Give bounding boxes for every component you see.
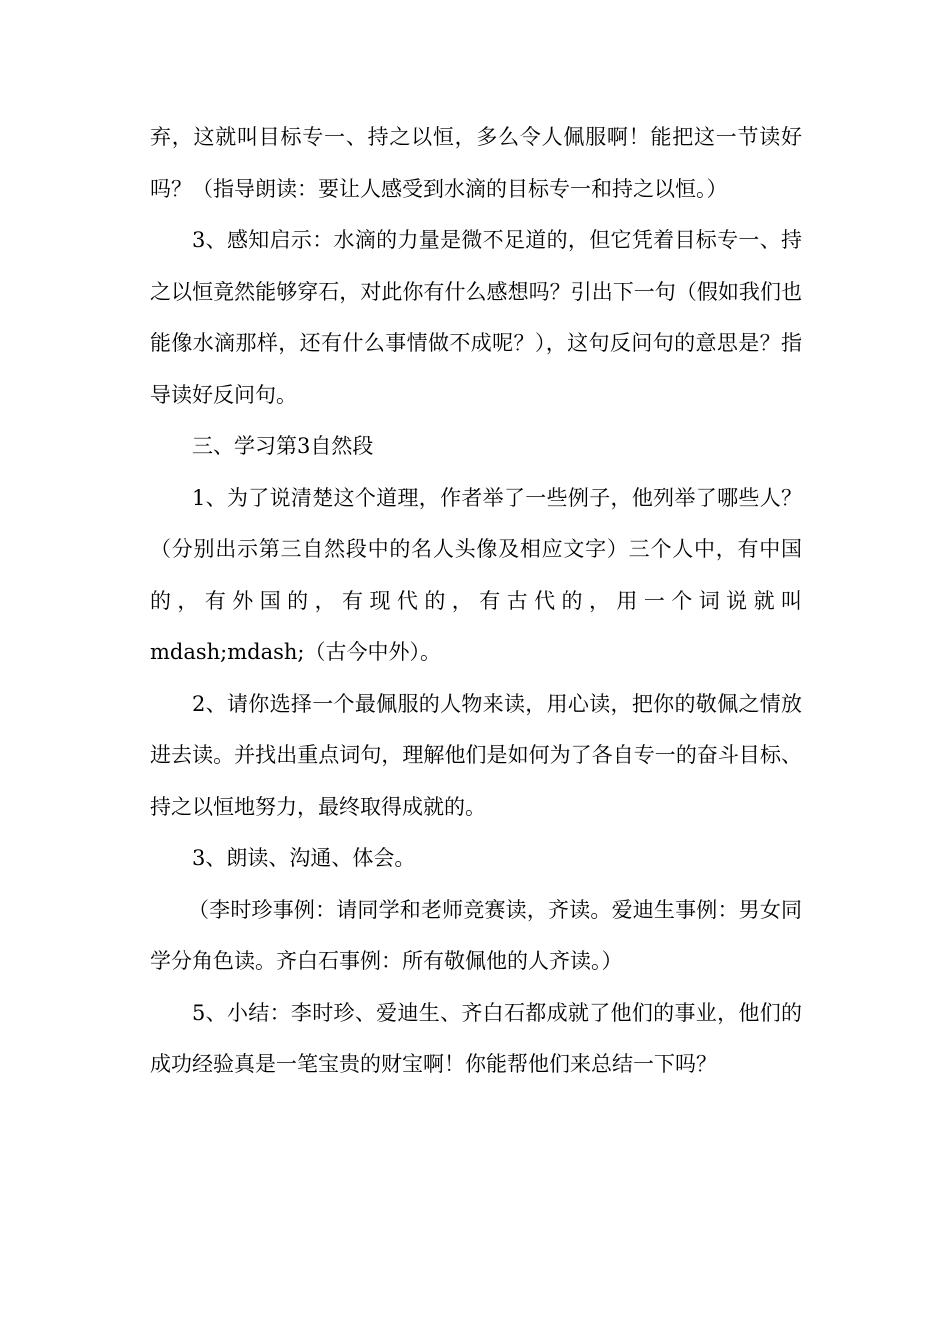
paragraph-examples-note: （李时珍事例：请同学和老师竞赛读，齐读。爱迪生事例：男女同学分角色读。齐白石事例：所有敬佩他的人齐读。）: [150, 897, 802, 973]
paragraph-step-5-summary: 5、小结：李时珍、爱迪生、齐白石都成就了他们的事业，他们的成功经验真是一笔宝贵的财宝啊！你能帮他们来总结一下吗？: [150, 1000, 802, 1076]
paragraph-step-1-examples: 1、为了说清楚这个道理，作者举了一些例子，他列举了哪些人？（分别出示第三自然段中的名人头像及相应文字）三个人中，有中国的，有外国的，有现代的，有古代的，用一个词说就叫mdash;mdash;（古今中外）。: [150, 485, 802, 664]
paragraph-step-2-reading: 2、请你选择一个最佩服的人物来读，用心读，把你的敬佩之情放进去读。并找出重点词句，理解他们是如何为了各自专一的奋斗目标、持之以恒地努力，最终取得成就的。: [150, 691, 802, 819]
paragraph-step-3-insight: 3、感知启示：水滴的力量是微不足道的，但它凭着目标专一、持之以恒竟然能够穿石，对此你有什么感想吗？引出下一句（假如我们也能像水滴那样，还有什么事情做不成呢？），这句反问句的意思是？指导读好反问句。: [150, 228, 802, 407]
paragraph-continuation: 弃，这就叫目标专一、持之以恒，多么令人佩服啊！能把这一节读好吗？（指导朗读：要让人感受到水滴的目标专一和持之以恒。）: [150, 125, 802, 201]
paragraph-step-3-discuss: 3、朗读、沟通、体会。: [192, 846, 416, 870]
section-heading-3: 三、学习第3自然段: [192, 434, 374, 458]
document-body: [150, 112, 802, 1091]
